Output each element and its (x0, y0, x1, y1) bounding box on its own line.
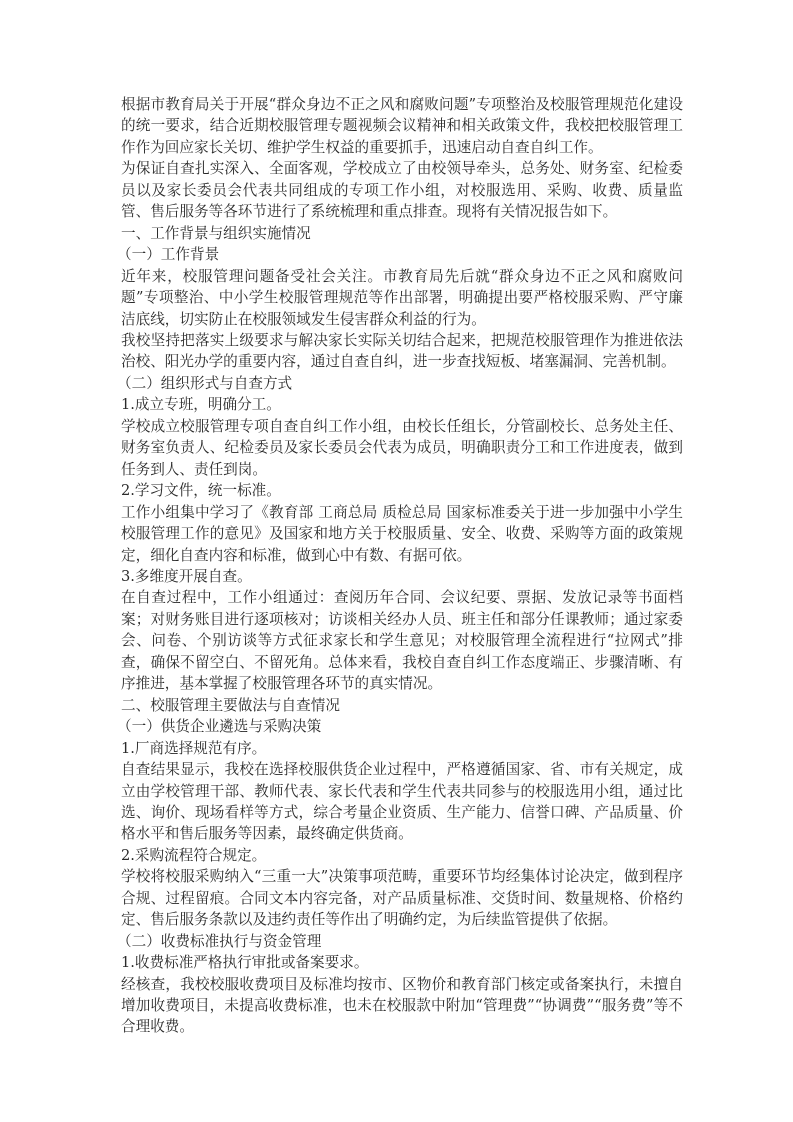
intro-paragraph-1: 根据市教育局关于开展“群众身边不正之风和腐败问题”专项整治及校服管理规范化建设的统一要求，结合近期校服管理专题视频会议精神和相关政策文件，我校把校服管理工作作为回应家长关切、维护学生权益的重要抓手，迅速启动自查自纠工作。 (121, 96, 683, 156)
item-heading-3: 3.多维度开展自查。 (121, 567, 252, 585)
subsection-heading-1-2: （二）组织形式与自查方式 (117, 374, 293, 392)
subsection-heading-1-1: （一）工作背景 (117, 246, 220, 264)
item-heading-2-1-2: 2.采购流程符合规定。 (121, 846, 267, 864)
document-page (117, 94, 683, 1038)
body-paragraph-fees: 经核查，我校校服收费项目及标准均按市、区物价和教育部门核定或备案执行，未擅自增加收费项目，未提高收费标准，也未在校服款中附加“管理费”“协调费”“服务费”等不合理收费。 (121, 975, 683, 1036)
item-heading-2-2-1: 1.收费标准严格执行审批或备案要求。 (121, 954, 369, 972)
body-paragraph-inspection: 在自查过程中，工作小组通过：查阅历年合同、会议纪要、票据、发放记录等书面档案；对财务账目进行逐项核对；访谈相关经办人员、班主任和部分任课教师；通过家委会、问卷、个别访谈等方式征求家长和学生意见；对校服管理全流程进行“拉网式”排查，确保不留空白、不留死角。总体来看，我校自查自纠工作态度端正、步骤清晰、有序推进，基本掌握了校服管理各环节的真实情况。 (121, 589, 683, 693)
subsection-heading-2-2: （二）收费标准执行与资金管理 (117, 932, 322, 950)
intro-paragraph-2: 为保证自查扎实深入、全面客观，学校成立了由校领导牵头，总务处、财务室、纪检委员以及家长委员会代表共同组成的专项工作小组，对校服选用、采购、收费、质量监管、售后服务等各环节进行了系统梳理和重点排查。现将有关情况报告如下。 (121, 160, 683, 221)
subsection-heading-2-1: （一）供货企业遴选与采购决策 (117, 718, 322, 736)
body-paragraph-procurement: 学校将校服采购纳入“三重一大”决策事项范畴，重要环节均经集体讨论决定，做到程序合规、过程留痕。合同文本内容完备，对产品质量标准、交货时间、数量规格、价格约定、售后服务条款以及违约责任等作出了明确约定，为后续监管提供了依据。 (121, 868, 683, 929)
section-heading-2: 二、校服管理主要做法与自查情况 (121, 696, 340, 714)
body-paragraph-background-1: 近年来，校服管理问题备受社会关注。市教育局先后就“群众身边不正之风和腐败问题”专项整治、中小学生校服管理规范等作出部署，明确提出要严格校服采购、严守廉洁底线，切实防止在校服领域发生侵害群众利益的行为。 (121, 267, 683, 328)
body-paragraph-background-2: 我校坚持把落实上级要求与解决家长实际关切结合起来，把规范校服管理作为推进依法治校、阳光办学的重要内容，通过自查自纠，进一步查找短板、堵塞漏洞、完善机制。 (121, 331, 683, 371)
section-heading-1: 一、工作背景与组织实施情况 (121, 224, 311, 242)
item-heading-2: 2.学习文件，统一标准。 (121, 482, 281, 500)
item-heading-2-1-1: 1.厂商选择规范有序。 (121, 739, 267, 757)
body-paragraph-supplier: 自查结果显示，我校在选择校服供货企业过程中，严格遵循国家、省、市有关规定，成立由学校管理干部、教师代表、家长代表和学生代表共同参与的校服选用小组，通过比选、询价、现场看样等方式，综合考量企业资质、生产能力、信誉口碑、产品质量、价格水平和售后服务等因素，最终确定供货商。 (121, 761, 683, 843)
body-paragraph-team: 学校成立校服管理专项自查自纠工作小组，由校长任组长，分管副校长、总务处主任、财务室负责人、纪检委员及家长委员会代表为成员，明确职责分工和工作进度表，做到任务到人、责任到岗。 (121, 417, 683, 478)
item-heading-1: 1.成立专班，明确分工。 (121, 396, 281, 414)
body-paragraph-study: 工作小组集中学习了《教育部 工商总局 质检总局 国家标准委关于进一步加强中小学生校服管理工作的意见》及国家和地方关于校服质量、安全、收费、采购等方面的政策规定，细化自查内容和标准，做到心中有数、有据可依。 (121, 503, 683, 564)
